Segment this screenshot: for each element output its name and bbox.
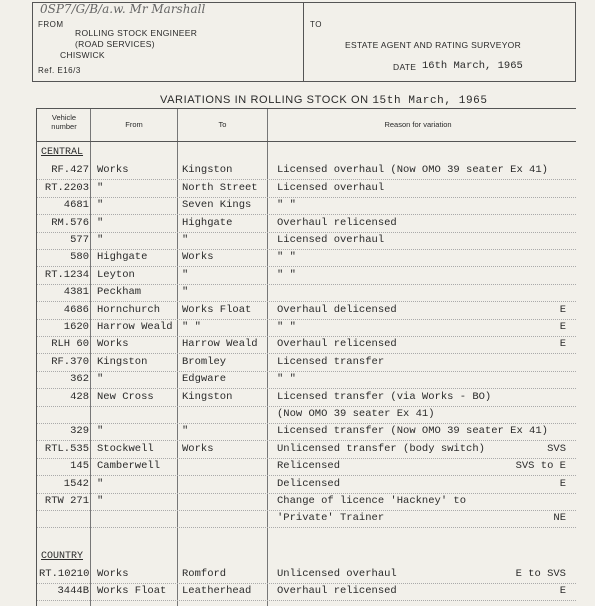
to-cell: Seven Kings xyxy=(182,199,252,212)
reason-cell: Licensed transfer (via Works - BO) xyxy=(277,390,492,403)
reason-cell: Licensed overhaul (Now OMO 39 seater Ex 41) xyxy=(277,164,548,177)
to-cell: Edgware xyxy=(182,373,227,386)
from-cell: Leyton xyxy=(97,268,135,281)
table-row xyxy=(37,249,576,267)
reason-cell: " " xyxy=(277,268,296,281)
table-row xyxy=(37,162,576,180)
reason-cell: Licensed overhaul xyxy=(277,234,385,246)
from-label: FROM xyxy=(38,20,64,29)
date-label: DATE xyxy=(393,62,417,72)
code-cell: E xyxy=(559,585,566,598)
to-cell: Leatherhead xyxy=(182,585,252,598)
code-cell: NE xyxy=(553,512,566,525)
from-cell: New Cross xyxy=(97,390,154,403)
from-cell: " xyxy=(97,199,104,212)
to-cell: Kingston xyxy=(182,164,233,177)
table-row xyxy=(37,336,576,354)
table-row xyxy=(37,284,576,302)
reason-cell: Overhaul relicensed xyxy=(277,338,397,351)
from-cell: " xyxy=(97,216,104,229)
to-cell: " " xyxy=(182,321,201,333)
table-row xyxy=(37,232,576,250)
reason-cell: " " xyxy=(277,251,296,264)
col-header-reason: Reason for variation xyxy=(384,120,452,129)
vehicle-cell: 577 xyxy=(70,234,89,246)
reason-cell: Overhaul relicensed xyxy=(277,216,397,229)
to-label: TO xyxy=(310,20,322,29)
from-place: CHISWICK xyxy=(60,50,105,60)
table-row xyxy=(37,197,576,215)
reason-cell: Licensed transfer xyxy=(277,355,385,368)
to-cell: Kingston xyxy=(182,390,233,403)
table-row xyxy=(37,215,576,233)
table-row xyxy=(37,371,576,389)
table-row xyxy=(37,302,576,320)
from-cell: Kingston xyxy=(97,355,148,368)
col-header-to: To xyxy=(218,120,227,129)
title-date: 15th March, 1965 xyxy=(372,95,488,107)
table-row xyxy=(37,180,576,198)
from-cell: " xyxy=(97,373,104,386)
from-cell: " xyxy=(97,495,104,507)
reason-cell: Overhaul relicensed xyxy=(277,585,397,598)
to-cell: Highgate xyxy=(182,216,233,229)
table-row xyxy=(37,406,576,424)
reason-cell: Relicensed xyxy=(277,460,341,473)
to-cell: North Street xyxy=(182,181,258,194)
reason-cell: (Now OMO 39 seater Ex 41) xyxy=(277,408,435,420)
from-cell: " xyxy=(97,477,104,490)
handwritten-note: 0SP7/G/B/a.w. Mr Marshall xyxy=(40,2,206,16)
reason-cell: " " xyxy=(277,373,296,386)
code-cell: E xyxy=(559,321,566,333)
vehicle-cell: 428 xyxy=(70,390,89,403)
from-cell: " xyxy=(97,425,104,438)
vehicle-cell: 1620 xyxy=(63,321,89,333)
vehicle-cell: RLH 60 xyxy=(51,338,89,351)
to-cell: Works xyxy=(182,442,214,455)
vehicle-cell: 329 xyxy=(70,425,89,438)
vehicle-cell: 3444B xyxy=(57,585,89,598)
table-row xyxy=(37,583,576,601)
reason-cell: Overhaul delicensed xyxy=(277,303,397,316)
from-cell: Works xyxy=(97,164,129,177)
reason-cell: Licensed transfer (Now OMO 39 seater Ex 41) xyxy=(277,425,548,438)
code-cell: E xyxy=(559,338,566,351)
title-text: VARIATIONS IN ROLLING STOCK ON xyxy=(160,94,369,106)
to-cell: Works xyxy=(182,251,214,264)
table-row xyxy=(37,389,576,407)
reason-cell: " " xyxy=(277,321,296,333)
reason-cell: " " xyxy=(277,199,296,212)
vehicle-cell: RF.370 xyxy=(51,355,89,368)
reason-cell: Change of licence 'Hackney' to xyxy=(277,495,467,507)
to-cell: Bromley xyxy=(182,355,227,368)
from-name: ROLLING STOCK ENGINEER xyxy=(75,28,198,38)
vehicle-cell: 4681 xyxy=(63,199,89,212)
from-cell: Highgate xyxy=(97,251,148,264)
code-cell: E xyxy=(559,303,566,316)
from-cell: " xyxy=(97,181,104,194)
date-value: 16th March, 1965 xyxy=(422,60,523,72)
to-cell: Romford xyxy=(182,568,227,581)
table-row xyxy=(37,458,576,476)
vehicle-cell: RM.576 xyxy=(51,216,89,229)
vehicle-cell: 1542 xyxy=(63,477,89,490)
reason-cell: 'Private' Trainer xyxy=(277,512,385,525)
vehicle-cell: 4381 xyxy=(63,286,89,299)
vehicle-cell: 580 xyxy=(70,251,89,264)
reference: Ref. E16/3 xyxy=(38,66,81,75)
vehicle-cell: RT.2203 xyxy=(44,181,89,194)
table-row xyxy=(37,441,576,459)
reason-cell: Licensed overhaul xyxy=(277,181,385,194)
table-row xyxy=(37,354,576,372)
header-rule xyxy=(37,141,576,142)
to-name: ESTATE AGENT AND RATING SURVEYOR xyxy=(345,40,522,50)
col-header-from: From xyxy=(125,120,143,129)
from-cell: Works xyxy=(97,338,129,351)
from-cell: Works Float xyxy=(97,585,167,598)
to-cell: " xyxy=(182,425,189,438)
from-cell: Harrow Weald xyxy=(97,321,173,333)
reason-cell: Unlicensed transfer (body switch) xyxy=(277,442,485,455)
table-row xyxy=(37,319,576,337)
vehicle-cell: RF.427 xyxy=(51,164,89,177)
vehicle-cell: RTW 271 xyxy=(44,495,89,507)
from-cell: Works xyxy=(97,568,129,581)
table-row xyxy=(37,566,576,584)
to-cell: Works Float xyxy=(182,303,252,316)
to-cell: " xyxy=(182,234,189,246)
section-label: CENTRAL xyxy=(41,147,84,158)
vehicle-cell: RT.10210 xyxy=(39,568,90,581)
col-header-vehicle: Vehicle number xyxy=(51,113,77,131)
vehicle-cell: RTL.535 xyxy=(44,442,89,455)
code-cell: SVS to E xyxy=(515,460,566,473)
from-cell: Peckham xyxy=(97,286,142,299)
to-cell: " xyxy=(182,286,189,299)
from-cell: Stockwell xyxy=(97,442,154,455)
to-cell: Harrow Weald xyxy=(182,338,258,351)
table-row xyxy=(37,423,576,441)
table-row xyxy=(37,267,576,285)
reason-cell: Unlicensed overhaul xyxy=(277,568,397,581)
variations-table xyxy=(36,108,576,606)
table-row xyxy=(37,510,576,528)
code-cell: E xyxy=(559,477,566,490)
table-row xyxy=(37,493,576,511)
vehicle-cell: 4686 xyxy=(63,303,89,316)
from-cell: Camberwell xyxy=(97,460,161,473)
page-title xyxy=(160,94,488,107)
vehicle-cell: RT.1234 xyxy=(44,268,89,281)
from-cell: Hornchurch xyxy=(97,303,161,316)
code-cell: SVS xyxy=(547,442,566,455)
code-cell: E to SVS xyxy=(515,568,566,581)
to-cell: " xyxy=(182,268,189,281)
reason-cell: Delicensed xyxy=(277,477,341,490)
vehicle-cell: 145 xyxy=(70,460,89,473)
from-sub: (ROAD SERVICES) xyxy=(75,39,155,49)
table-row xyxy=(37,476,576,494)
vehicle-cell: 362 xyxy=(70,373,89,386)
from-cell: " xyxy=(97,234,104,246)
section-label: COUNTRY xyxy=(41,550,84,562)
